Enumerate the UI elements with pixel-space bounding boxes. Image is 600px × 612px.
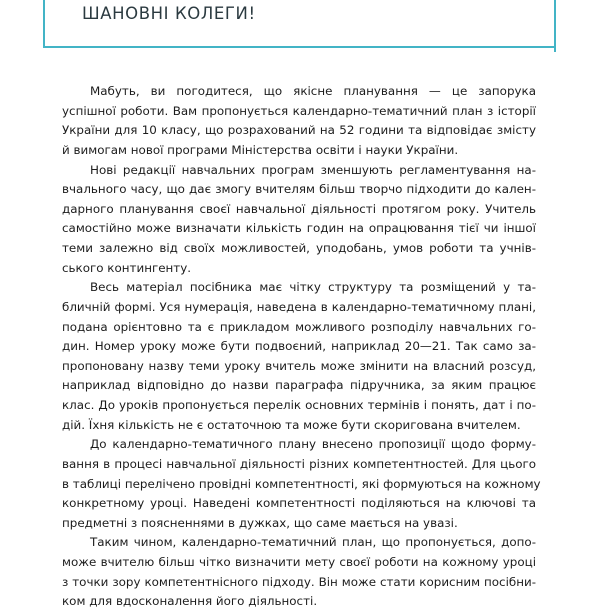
paragraph-4-line: предметні з поясненнями в дужках, що саме мається на увазі. [62,515,458,530]
paragraph-2-line: Нові редакції навчальних програм зменшують регламентування на- [90,162,536,177]
paragraph-5-line: Таким чином, календарно-тематичний план, що пропонується, допо- [90,535,536,550]
paragraph-1-line: Мабуть, ви погодитеся, що якісне планування — це запорука [90,84,536,98]
header-left-rule [43,0,45,48]
paragraph-2-line: ського контингенту. [62,260,192,275]
paragraph-3-line: Весь матеріал посібника має чітку структуру та розміщений у та- [90,280,536,295]
paragraph-2-line: теми залежно від своїх можливостей, уподобань, умов роботи та учнів- [62,241,536,255]
paragraph-2-line: дарного планування своєї навчальної діяльності протягом року. Учитель [62,201,536,216]
header-right-rule [554,0,556,52]
paragraph-3-line: клас. До уроків пропонується перелік основних термінів і понять, дат і по- [62,398,536,412]
paragraph-5-line: ком для вдосконалення його діяльності. [62,594,318,609]
paragraph-1-line: успішної роботи. Вам пропонується календарно-тематичний план з історії [62,103,536,118]
page-title: ШАНОВНІ КОЛЕГИ! [82,4,256,23]
paragraph-2-line: вчального часу, що дає змогу вчителям більш творчо підходити до кален- [62,182,536,197]
paragraph-3-line: дій. Їхня кількість не є остаточною та може бути скоригована вчителем. [62,417,521,432]
paragraph-3-line: бличній формі. Уся нумерація, наведена в календарно-тематичному плані, [62,299,536,314]
paragraph-5-line: з точки зору компетентнісного підходу. Він може стати корисним посібни- [62,574,536,589]
paragraph-1-line: й вимогам нової програми Міністерства освіти і науки України. [62,142,459,157]
paragraph-3-line: дин. Номер уроку може бути подвоєний, наприклад 20—21. Так само за- [62,339,536,354]
paragraph-3-line: подана орієнтовно та є прикладом можливого розподілу навчальних го- [62,319,536,334]
paragraph-2-line: самостійно може визначати кількість годин на опрацювання тієї чи іншої [62,221,536,236]
paragraph-4-line: До календарно-тематичного плану внесено пропозиції щодо форму- [90,437,536,452]
paragraph-5-line: може вчителю більш чітко визначити мету своєї роботи на кожному уроці [62,555,536,569]
paragraph-4-line: в таблиці перелічено провідні компетентності, які формуються на кожному [62,476,541,491]
paragraph-3-line: пропоновану назву теми уроку вчитель може змінити на власний розсуд, [62,358,536,373]
paragraph-3-line: наприклад відповідно до назви параграфа підручника, за яким працює [62,378,536,393]
paragraph-4-line: конкретному уроці. Наведені компетентності поділяються на ключові та [62,496,536,511]
paragraph-1-line: України для 10 класу, що розрахований на 52 години та відповідає змісту [62,123,536,138]
body-text [62,82,541,612]
paragraph-4-line: вання в процесі навчальної діяльності різних компетентностей. Для цього [62,456,536,471]
header-underline [43,46,556,48]
